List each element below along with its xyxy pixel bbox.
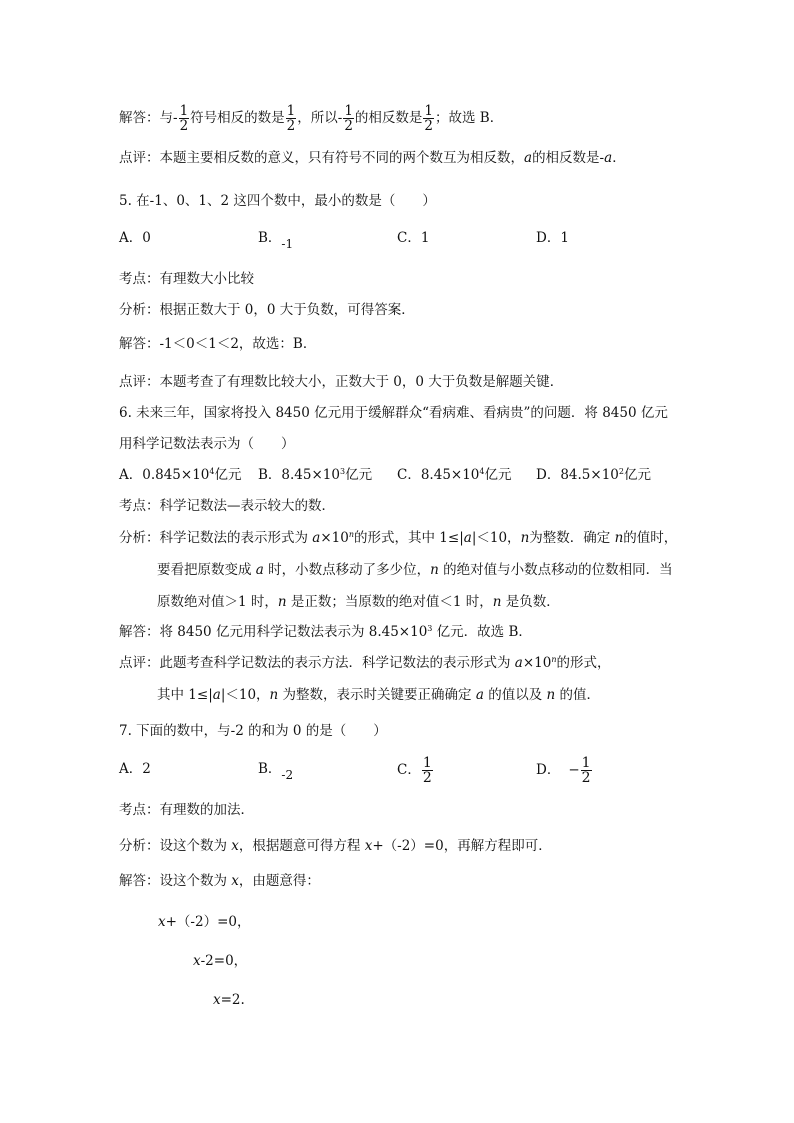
q7-equation-2: x-2=0， <box>193 953 248 969</box>
q5-option-c: C．1 <box>397 230 430 246</box>
answer-label: 解答： <box>119 110 160 126</box>
fraction: $\frac{1}{2}$ <box>422 755 432 786</box>
q7-option-b: B．-2 <box>258 761 294 782</box>
q6-option-c: C．$8.45\times 10^4$亿元 <box>397 467 512 483</box>
q6-stem-line2: 用科学记数法表示为（ ） <box>119 436 295 452</box>
q7-equation-1: x+（-2）=0， <box>158 914 251 930</box>
q7-kaodian: 考点：有理数的加法． <box>119 802 254 818</box>
q7-option-d: D． − $\frac{1}{2}$ <box>536 755 591 786</box>
q6-fenxi-line3: 原数绝对值＞1 时，n 是正数；当原数的绝对值＜1 时，n 是负数． <box>157 594 560 610</box>
q7-option-a: A．2 <box>119 761 151 777</box>
q4-comment-line: 点评：本题主要相反数的意义，只有符号不同的两个数互为相反数，a的相反数是-a． <box>119 150 626 166</box>
q5-option-b: B．-1 <box>258 230 294 251</box>
q5-option-d: D．1 <box>536 230 569 246</box>
q6-fenxi-line1: 分析：科学记数法的表示形式为 $a\times 10^n$的形式，其中 1≤|a|＜10，n为整数．确定 n的值时， <box>119 530 678 546</box>
q7-option-c: C． $\frac{1}{2}$ <box>397 755 432 786</box>
q6-dianping-line2: 其中 1≤|a|＜10，n 为整数，表示时关键要正确确定 a 的值以及 n 的值． <box>157 687 600 703</box>
q6-dianping-line1: 点评：此题考查科学记数法的表示方法．科学记数法的表示形式为 $a\times 10^n$的形式， <box>119 655 611 671</box>
q7-fenxi: 分析：设这个数为 x，根据题意可得方程 x+（-2）=0，再解方程即可． <box>119 838 552 854</box>
q4-answer-line: 解答：与- $\frac{1}{2}$ 符号相反的数是 $\frac{1}{2}$ ，所以- $\frac{1}{2}$ 的相反数是 $\frac{1}{2}$ ；故选 B． <box>119 103 504 134</box>
q5-option-a: A．0 <box>119 230 151 246</box>
q7-stem: 7. 下面的数中，与-2 的和为 0 的是（ ） <box>119 723 387 739</box>
q6-stem-line1: 6. 未来三年，国家将投入 8450 亿元用于缓解群众“看病难、看病贵”的问题．将 8450 亿元 <box>119 405 668 421</box>
comment-label: 点评： <box>119 150 160 166</box>
q5-fenxi: 分析：根据正数大于 0，0 大于负数，可得答案． <box>119 302 415 318</box>
q6-fenxi-line2: 要看把原数变成 a 时，小数点移动了多少位，n 的绝对值与小数点移动的位数相同．当 <box>157 562 673 578</box>
q5-kaodian: 考点：有理数大小比较 <box>119 271 254 287</box>
q6-option-a: A．$0.845\times 10^4$亿元 <box>119 467 242 483</box>
q6-kaodian: 考点：科学记数法—表示较大的数． <box>119 498 335 514</box>
q7-jieda: 解答：设这个数为 x，由题意得： <box>119 873 320 889</box>
q5-stem: 5. 在-1、0、1、2 这四个数中，最小的数是（ ） <box>119 193 436 209</box>
q7-equation-3: x=2. <box>213 992 245 1008</box>
q6-jieda: 解答：将 8450 亿元用科学记数法表示为 $8.45\times 10^3$ 亿元．故选 B． <box>119 624 532 640</box>
fraction: $\frac{1}{2}$ <box>286 103 296 134</box>
fraction: $\frac{1}{2}$ <box>424 103 433 134</box>
fraction: $\frac{1}{2}$ <box>179 103 189 134</box>
q6-option-b: B．$8.45\times 10^3$亿元 <box>258 467 373 483</box>
fraction: $\frac{1}{2}$ <box>581 755 591 786</box>
q5-dianping: 点评：本题考查了有理数比较大小，正数大于 0，0 大于负数是解题关键． <box>119 374 564 390</box>
fraction: $\frac{1}{2}$ <box>344 103 353 134</box>
q5-jieda: 解答：-1＜0＜1＜2，故选：B． <box>119 336 317 352</box>
q6-option-d: D．$84.5\times 10^2$亿元 <box>536 467 651 483</box>
